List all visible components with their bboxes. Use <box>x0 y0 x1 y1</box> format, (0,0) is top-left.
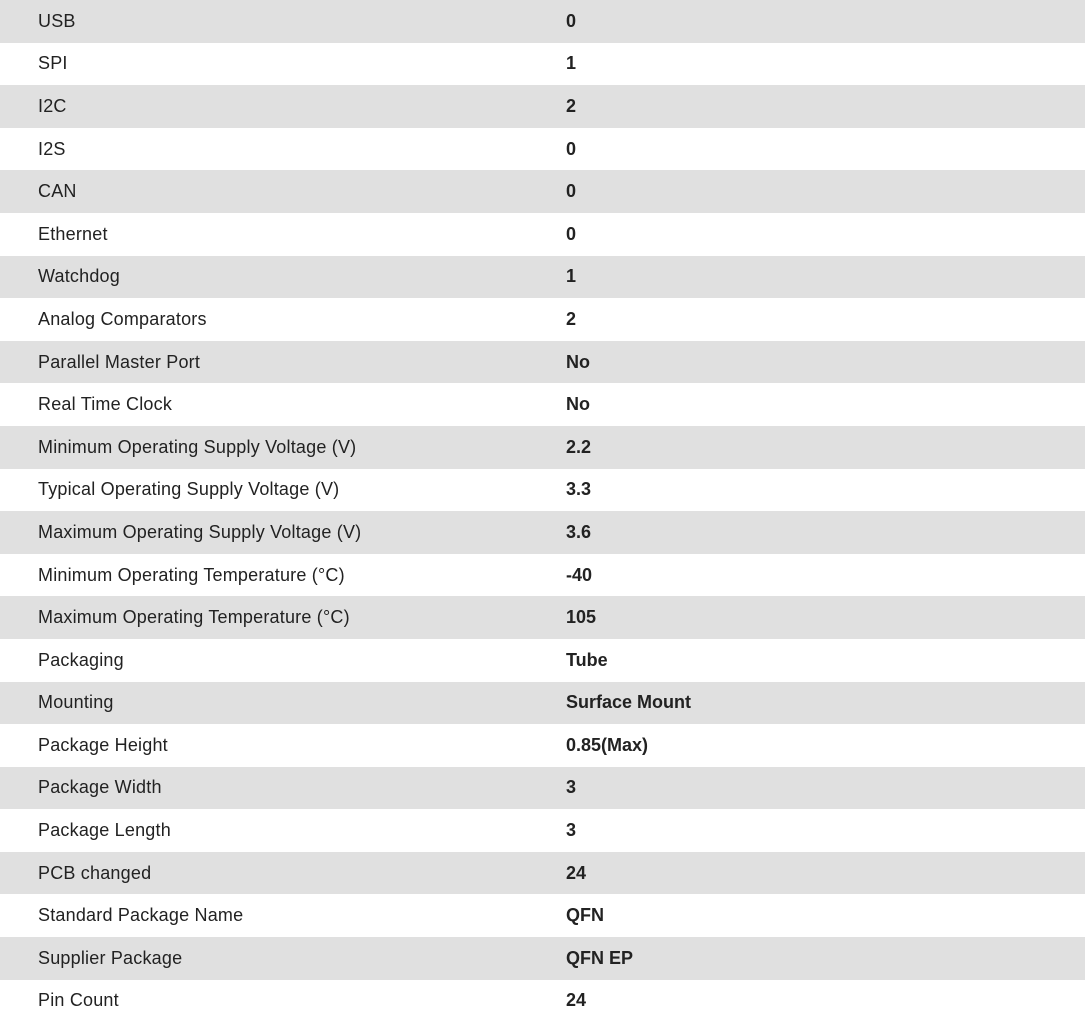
spec-label: Typical Operating Supply Voltage (V) <box>38 479 340 500</box>
spec-label: Parallel Master Port <box>38 351 201 372</box>
spec-row-pcb-changed <box>0 852 1085 895</box>
spec-label: I2C <box>38 95 67 116</box>
spec-label: Minimum Operating Supply Voltage (V) <box>38 436 357 457</box>
spec-label: PCB changed <box>38 862 152 883</box>
spec-row-standard-package-name <box>0 894 1085 937</box>
spec-value: QFN EP <box>566 947 634 968</box>
spec-value: 2.2 <box>566 436 592 457</box>
spec-value: Tube <box>566 649 608 670</box>
spec-value: 3.6 <box>566 521 592 542</box>
spec-row-packaging <box>0 639 1085 682</box>
spec-value: 24 <box>566 862 587 883</box>
spec-row-i2s <box>0 128 1085 171</box>
spec-row-analog-comparators <box>0 298 1085 341</box>
spec-value: QFN <box>566 905 604 926</box>
spec-label: USB <box>38 10 76 31</box>
spec-row-max-operating-temperature <box>0 596 1085 639</box>
spec-label: Mounting <box>38 692 114 713</box>
spec-value: No <box>566 394 590 415</box>
spec-value: 3 <box>566 820 577 841</box>
spec-value: 1 <box>566 53 577 74</box>
spec-label: Pin Count <box>38 990 119 1011</box>
spec-row-package-width <box>0 767 1085 810</box>
spec-row-mounting <box>0 682 1085 725</box>
spec-value: 0 <box>566 10 577 31</box>
spec-value: -40 <box>566 564 593 585</box>
spec-row-pin-count <box>0 980 1085 1016</box>
spec-label: Packaging <box>38 649 124 670</box>
spec-value: Surface Mount <box>566 692 692 713</box>
spec-row-ethernet <box>0 213 1085 256</box>
spec-row-real-time-clock <box>0 383 1085 426</box>
spec-value: No <box>566 351 590 372</box>
spec-value: 3 <box>566 777 577 798</box>
spec-label: Analog Comparators <box>38 308 207 329</box>
spec-value: 3.3 <box>566 479 592 500</box>
spec-label: Supplier Package <box>38 947 183 968</box>
spec-label: Package Length <box>38 820 171 841</box>
spec-row-watchdog <box>0 256 1085 299</box>
spec-label: Watchdog <box>38 266 120 287</box>
spec-value: 105 <box>566 607 597 628</box>
spec-value: 1 <box>566 266 577 287</box>
spec-label: SPI <box>38 53 68 74</box>
spec-row-package-length <box>0 809 1085 852</box>
spec-value: 2 <box>566 308 577 329</box>
spec-label: Package Height <box>38 734 168 755</box>
spec-value: 24 <box>566 990 587 1011</box>
spec-row-parallel-master-port <box>0 341 1085 384</box>
spec-row-spi <box>0 43 1085 86</box>
spec-row-min-supply-voltage <box>0 426 1085 469</box>
spec-value: 0 <box>566 181 577 202</box>
spec-label: Package Width <box>38 777 162 798</box>
spec-value: 0.85(Max) <box>566 734 649 755</box>
spec-row-package-height <box>0 724 1085 767</box>
spec-label: I2S <box>38 138 66 159</box>
spec-row-i2c <box>0 85 1085 128</box>
spec-label: Maximum Operating Supply Voltage (V) <box>38 521 362 542</box>
spec-value: 0 <box>566 223 577 244</box>
spec-label: Minimum Operating Temperature (°C) <box>38 564 345 585</box>
spec-row-typical-supply-voltage <box>0 469 1085 512</box>
spec-row-min-operating-temperature <box>0 554 1085 597</box>
spec-value: 0 <box>566 138 577 159</box>
spec-row-supplier-package <box>0 937 1085 980</box>
spec-label: Maximum Operating Temperature (°C) <box>38 607 350 628</box>
spec-row-max-supply-voltage <box>0 511 1085 554</box>
spec-value: 2 <box>566 95 577 116</box>
spec-label: CAN <box>38 181 77 202</box>
spec-label: Real Time Clock <box>38 394 173 415</box>
spec-row-can <box>0 170 1085 213</box>
spec-label: Standard Package Name <box>38 905 244 926</box>
spec-row-usb <box>0 0 1085 43</box>
spec-label: Ethernet <box>38 223 108 244</box>
